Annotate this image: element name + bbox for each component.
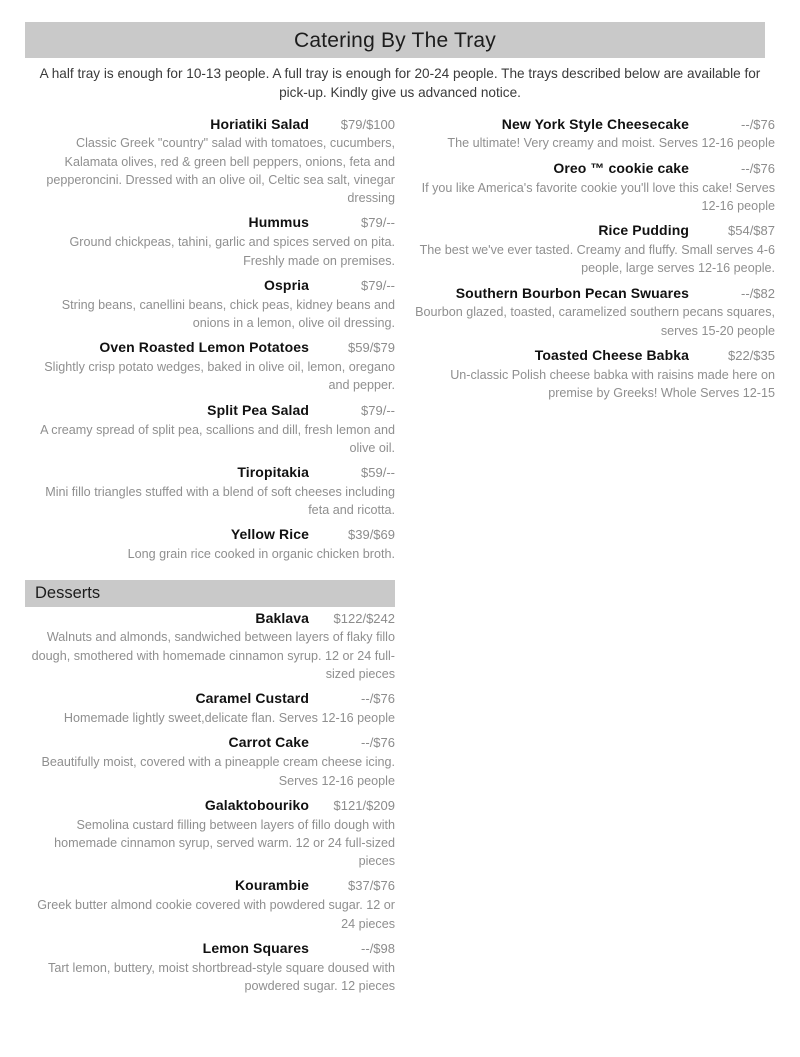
- menu-item-price: --/$76: [741, 116, 775, 132]
- menu-item-price: $59/$79: [348, 340, 395, 356]
- menu-item: [415, 221, 775, 277]
- menu-item-name: Split Pea Salad: [207, 401, 309, 418]
- menu-item-price: --/$76: [741, 160, 775, 176]
- menu-item: [25, 609, 395, 684]
- menu-item-description: The ultimate! Very creamy and moist. Serves 12-16 people: [447, 136, 775, 151]
- section-header-desserts: [25, 580, 395, 607]
- menu-item-name: Lemon Squares: [202, 939, 309, 956]
- menu-item: [25, 276, 395, 332]
- page-header-bar: [25, 22, 765, 58]
- menu-item: [25, 525, 395, 563]
- menu-item-header: [25, 115, 395, 134]
- menu-item-description: Classic Greek "country" salad with tomatoes, cucumbers, Kalamata olives, red & green bell peppers, onions, feta and pepperoncini. Dressed with an olive oil, Celtic sea salt, vinegar dressing: [46, 136, 395, 206]
- menu-item-description: String beans, canellini beans, chick peas, kidney beans and onions in a lemon, olive oil dressing.: [61, 297, 395, 331]
- menu-item-name: Carrot Cake: [228, 734, 309, 751]
- menu-item-price: $22/$35: [728, 347, 775, 363]
- section-title: Desserts: [35, 583, 101, 602]
- menu-item: [25, 733, 395, 789]
- menu-item-price: $79/$100: [340, 116, 395, 132]
- menu-item-price: $54/$87: [728, 223, 775, 239]
- menu-item: [25, 401, 395, 457]
- menu-item-name: Baklava: [255, 609, 309, 626]
- menu-item-price: $122/$242: [333, 610, 395, 626]
- menu-item-header: [25, 876, 395, 895]
- menu-item-description: Homemade lightly sweet,delicate flan. Serves 12-16 people: [63, 711, 395, 726]
- menu-item-description: Walnuts and almonds, sandwiched between layers of flaky fillo dough, smothered with homemade cinnamon syrup. 12 or 24 full-sized pieces: [31, 630, 395, 681]
- menu-item-name: Kourambie: [234, 877, 309, 894]
- menu-item-name: Southern Bourbon Pecan Swuares: [455, 284, 689, 301]
- menu-item-header: [25, 463, 395, 482]
- menu-item-description: Ground chickpeas, tahini, garlic and spices served on pita. Freshly made on premises.: [69, 235, 395, 268]
- menu-item-description: Long grain rice cooked in organic chicken broth.: [127, 547, 395, 562]
- menu-item-name: Horiatiki Salad: [210, 115, 309, 132]
- menu-item: [25, 939, 395, 995]
- menu-item-price: $121/$209: [333, 797, 395, 813]
- menu-item-price: --/$98: [361, 940, 395, 956]
- menu-item: [25, 876, 395, 932]
- menu-item-name: Caramel Custard: [195, 690, 309, 707]
- left-column: [0, 113, 400, 996]
- menu-item: [25, 689, 395, 727]
- page-title: Catering By The Tray: [293, 28, 497, 52]
- menu-item-description: Slightly crisp potato wedges, baked in olive oil, lemon, oregano and pepper.: [44, 360, 395, 393]
- menu-item-price: --/$82: [741, 285, 775, 301]
- menu-item-price: $59/--: [361, 465, 395, 481]
- menu-item-name: Ospria: [264, 276, 309, 293]
- menu-item-header: [25, 609, 395, 628]
- menu-item-price: --/$76: [361, 691, 395, 707]
- intro-paragraph: A half tray is enough for 10-13 people. A full tray is enough for 20-24 people. The trays described below are available for pick-up. Kindly give us advanced notice.: [39, 66, 761, 101]
- menu-item: [25, 213, 395, 269]
- menu-item-name: Hummus: [248, 214, 309, 231]
- menu-item-header: [415, 284, 775, 303]
- menu-item-price: $79/--: [361, 402, 395, 418]
- menu-item-header: [25, 689, 395, 708]
- menu-item-header: [25, 525, 395, 544]
- menu-item-price: $79/--: [361, 277, 395, 293]
- menu-item: [25, 796, 395, 871]
- menu-item-name: Tiropitakia: [237, 464, 309, 481]
- menu-item: [25, 115, 395, 208]
- menu-item-name: Galaktobouriko: [204, 796, 309, 813]
- menu-item: [415, 346, 775, 402]
- menu-item-description: Un-classic Polish cheese babka with raisins made here on premise by Greeks! Whole Serves 12-15: [450, 367, 775, 401]
- menu-columns: [0, 113, 800, 996]
- menu-item-description: If you like America's favorite cookie you'll love this cake! Serves 12-16 people: [421, 180, 775, 213]
- menu-item-header: [415, 346, 775, 365]
- menu-item-name: Rice Pudding: [598, 222, 689, 239]
- menu-item-description: A creamy spread of split pea, scallions and dill, fresh lemon and olive oil.: [40, 422, 395, 455]
- menu-item-header: [25, 401, 395, 420]
- menu-item-name: New York Style Cheesecake: [501, 115, 689, 132]
- menu-item-description: Tart lemon, buttery, moist shortbread-style square doused with powdered sugar. 12 pieces: [48, 960, 395, 993]
- menu-item-price: $39/$69: [348, 527, 395, 543]
- menu-item-name: Yellow Rice: [230, 526, 309, 543]
- menu-item-description: Semolina custard filling between layers of fillo dough with homemade cinnamon syrup, served warm. 12 or 24 full-sized pieces: [54, 817, 395, 869]
- menu-item: [415, 115, 775, 153]
- menu-item-header: [25, 796, 395, 815]
- menu-item-header: [25, 338, 395, 357]
- menu-item-description: Greek butter almond cookie covered with powdered sugar. 12 or 24 pieces: [37, 898, 395, 931]
- menu-item-price: $79/--: [361, 215, 395, 231]
- menu-item: [415, 159, 775, 215]
- menu-item-header: [25, 213, 395, 232]
- menu-item-name: Oreo ™ cookie cake: [553, 159, 689, 176]
- menu-item-name: Oven Roasted Lemon Potatoes: [99, 339, 309, 356]
- menu-item-header: [415, 159, 775, 178]
- menu-item-header: [415, 221, 775, 240]
- menu-item-description: Beautifully moist, covered with a pineapple cream cheese icing. Serves 12-16 people: [41, 755, 395, 788]
- menu-item-price: $37/$76: [348, 878, 395, 894]
- right-column: [400, 113, 800, 403]
- menu-item-header: [415, 115, 775, 134]
- menu-item-description: Mini fillo triangles stuffed with a blend of soft cheeses including feta and ricotta.: [45, 484, 395, 518]
- menu-item: [25, 338, 395, 394]
- menu-item: [25, 463, 395, 519]
- menu-item-name: Toasted Cheese Babka: [534, 346, 689, 363]
- menu-item-description: The best we've ever tasted. Creamy and fluffy. Small serves 4-6 people, large serves 12-16 people.: [419, 243, 775, 276]
- menu-item-description: Bourbon glazed, toasted, caramelized southern pecans squares, serves 15-20 people: [415, 305, 775, 338]
- menu-item-price: --/$76: [361, 735, 395, 751]
- menu-page: [0, 22, 800, 1057]
- menu-item-header: [25, 733, 395, 752]
- menu-item: [415, 284, 775, 340]
- menu-item-header: [25, 939, 395, 958]
- menu-item-header: [25, 276, 395, 295]
